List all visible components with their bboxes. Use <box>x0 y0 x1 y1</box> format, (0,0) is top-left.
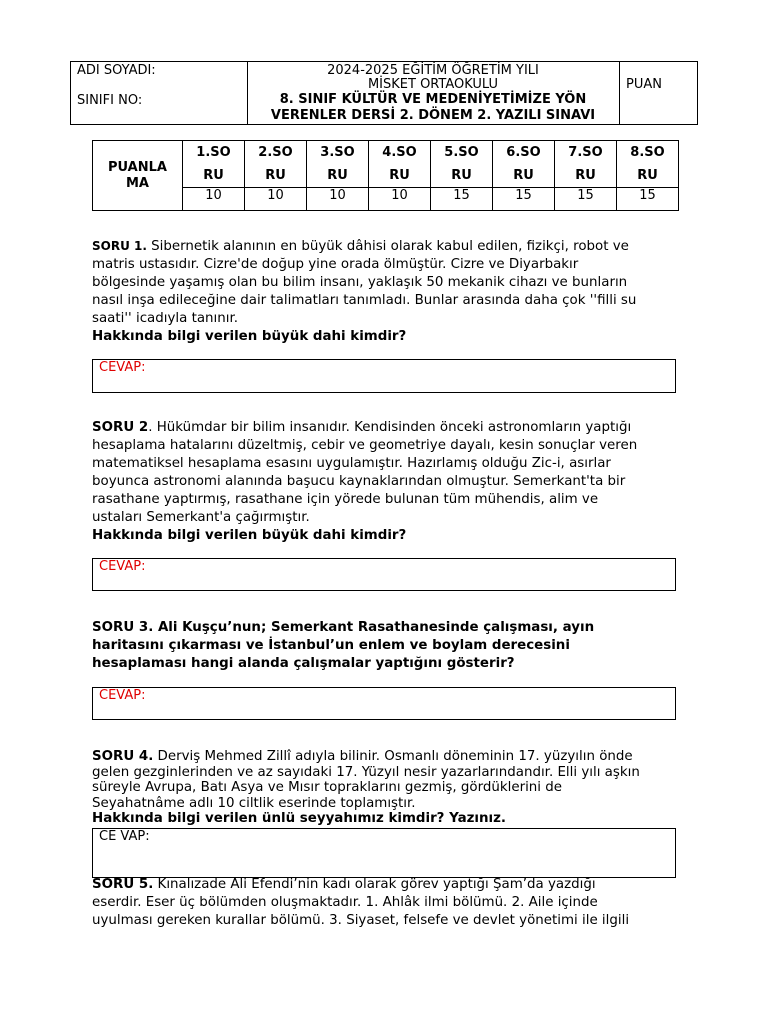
question-number-suffix: RU <box>327 168 348 183</box>
question-number-suffix: RU <box>265 168 286 183</box>
question-text-line: rasathane yaptırmış, rasathane için yörede bulunan tüm mühendis, alim ve <box>92 492 599 507</box>
points-value-cell: 10 <box>369 188 431 211</box>
question-label: SORU 1. <box>92 239 147 253</box>
question-text-line: hesaplama hatalarını düzeltmiş, cebir ve geometriye dayalı, kesin sonuçlar veren <box>92 438 638 453</box>
question-number: 8.SO <box>630 145 665 160</box>
points-value-cell: 15 <box>617 188 679 211</box>
question-header-cell <box>555 141 617 188</box>
question-text-line: hesaplaması hangi alanda çalışmalar yaptığını gösterir? <box>92 656 515 671</box>
question-number-suffix: RU <box>637 168 658 183</box>
points-label-cell <box>93 141 183 211</box>
question-number-suffix: RU <box>575 168 596 183</box>
points-value-cell: 10 <box>307 188 369 211</box>
question-number: 1.SO <box>196 145 231 160</box>
exam-header <box>70 61 698 125</box>
question-text-line: eserdir. Eser üç bölümden oluşmaktadır. 1. Ahlâk ilmi bölümü. 2. Aile içinde <box>92 895 598 910</box>
points-table <box>92 140 679 211</box>
question-text-line: Derviş Mehmed Zillî adıyla bilinir. Osmanlı döneminin 17. yüzyılın önde <box>153 749 633 764</box>
question-header-cell <box>431 141 493 188</box>
question-number-suffix: RU <box>389 168 410 183</box>
exam-title-line2: VERENLER DERSİ 2. DÖNEM 2. YAZILI SINAVI <box>270 108 596 123</box>
points-value-cell: 15 <box>431 188 493 211</box>
question-label: SORU 4. <box>92 749 154 764</box>
question-text-line: bölgesinde yaşamış olan bu bilim insanı, yaklaşık 50 mekanik cihazı ve bunların <box>92 275 628 290</box>
answer-box-1[interactable] <box>92 359 676 393</box>
question-prompt: Hakkında bilgi verilen ünlü seyyahımız kimdir? Yazınız. <box>92 811 506 826</box>
question-2 <box>92 419 692 545</box>
question-prompt: Hakkında bilgi verilen büyük dahi kimdir? <box>92 528 407 543</box>
question-text-line: Seyahatnâme adlı 10 ciltlik eserinde toplamıştır. <box>92 795 416 811</box>
question-number: 6.SO <box>506 145 541 160</box>
question-1 <box>92 237 692 346</box>
answer-label: CEVAP: <box>99 559 146 574</box>
question-header-cell <box>307 141 369 188</box>
points-value-cell: 10 <box>183 188 245 211</box>
question-text-line: matematiksel hesaplama esasını uygulamıştır. Hazırlamış olduğu Zic-i, asırlar <box>92 456 611 471</box>
question-number: 3.SO <box>320 145 355 160</box>
question-number: 7.SO <box>568 145 603 160</box>
question-text-line: uyulması gereken kurallar bölümü. 3. Siyaset, felsefe ve devlet yönetimi ile ilgili <box>92 913 630 928</box>
question-text-line: Kınalızade Ali Efendi’nin kadı olarak görev yaptığı Şam’da yazdığı <box>153 877 596 892</box>
question-3 <box>92 619 692 673</box>
question-text-line: ustaları Semerkant'a çağırmıştır. <box>92 510 310 525</box>
question-text-line: nasıl inşa edileceğine dair talimatları tanımladı. Bunlar arasında daha çok ''filli su <box>92 293 637 308</box>
answer-label: CEVAP: <box>99 688 146 703</box>
question-4 <box>92 749 692 827</box>
answer-box-4[interactable] <box>92 828 676 878</box>
question-number: 5.SO <box>444 145 479 160</box>
question-number: 2.SO <box>258 145 293 160</box>
school-name: MİSKET ORTAOKULU <box>367 77 499 92</box>
name-label: ADI SOYADI: <box>77 63 156 78</box>
question-text-line: saati'' icadıyla tanınır. <box>92 311 238 326</box>
question-header-cell <box>245 141 307 188</box>
answer-box-2[interactable] <box>92 558 676 591</box>
question-5 <box>92 876 692 930</box>
class-label: SINIFI NO: <box>77 93 143 108</box>
question-number-suffix: RU <box>513 168 534 183</box>
question-header-cell <box>183 141 245 188</box>
question-text-line: Sibernetik alanının en büyük dâhisi olarak kabul edilen, fizikçi, robot ve <box>146 239 629 254</box>
question-header-cell <box>617 141 679 188</box>
answer-label: CE VAP: <box>99 829 150 844</box>
question-text-line: Ali Kuşçu’nun; Semerkant Rasathanesinde çalışması, ayın <box>153 620 595 635</box>
question-number-suffix: RU <box>451 168 472 183</box>
question-text-line: haritasını çıkarması ve İstanbul’un enlem ve boylam derecesini <box>92 638 570 653</box>
question-text-line: süreyle Avrupa, Batı Asya ve Mısır topraklarını gezmiş, gördüklerini de <box>92 780 562 795</box>
question-text-line: boyunca astronomi alanında başucu kaynaklarından olmuştur. Semerkant'ta bir <box>92 474 626 489</box>
question-text-line: . Hükümdar bir bilim insanıdır. Kendisinden önceki astronomların yaptığı <box>148 420 632 435</box>
answer-box-3[interactable] <box>92 687 676 720</box>
score-label: PUAN <box>626 77 662 92</box>
question-header-cell <box>369 141 431 188</box>
points-value-cell: 10 <box>245 188 307 211</box>
answer-label: CEVAP: <box>99 360 146 375</box>
question-number-suffix: RU <box>203 168 224 183</box>
points-value-cell: 15 <box>493 188 555 211</box>
question-text-line: matris ustasıdır. Cizre'de doğup yine orada ölmüştür. Cizre ve Diyarbakır <box>92 257 579 272</box>
exam-title-line1: 8. SINIF KÜLTÜR VE MEDENİYETİMİZE YÖN <box>279 92 587 107</box>
question-prompt: Hakkında bilgi verilen büyük dahi kimdir? <box>92 329 407 344</box>
points-value-cell: 15 <box>555 188 617 211</box>
question-label: SORU 3. <box>92 620 154 635</box>
school-year: 2024-2025 EĞİTİM ÖĞRETİM YILI <box>327 63 539 78</box>
question-number: 4.SO <box>382 145 417 160</box>
question-text-line: gelen gezginlerinden ve az sayıdaki 17. Yüzyıl nesir yazarlarındandır. Elli yılı aşkın <box>92 764 640 780</box>
points-label: PUANLA MA <box>108 159 167 191</box>
question-label: SORU 2 <box>92 420 149 435</box>
question-header-cell <box>493 141 555 188</box>
question-label: SORU 5. <box>92 877 154 892</box>
score-cell <box>619 62 698 124</box>
